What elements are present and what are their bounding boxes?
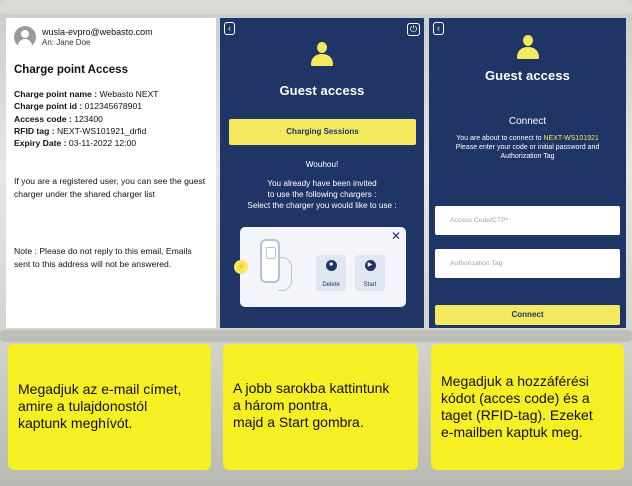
email-panel	[6, 18, 216, 328]
caption-line: A jobb sarokba kattintunk	[233, 380, 390, 396]
user-icon	[311, 42, 333, 66]
connect-button[interactable]: Connect	[435, 305, 620, 325]
detail-expiry-date: Expiry Date : 03-11-2022 12:00	[14, 138, 137, 149]
caption-start-step	[223, 344, 418, 470]
start-label: Start	[363, 282, 377, 288]
email-subject: Charge point Access	[14, 64, 128, 76]
detail-charge-point-id: Charge point id : 012345678901	[14, 101, 143, 112]
caption-line: Megadjuk a hozzáférési	[441, 373, 589, 389]
page-title: Guest access	[279, 83, 365, 98]
email-sender: wusla-evpro@webasto.com	[42, 26, 153, 37]
background-shape	[0, 330, 632, 342]
user-icon	[517, 35, 539, 59]
authorization-tag-input[interactable]: Authorization Tag	[435, 249, 620, 278]
detail-rfid-tag: RFID tag : NEXT-WS101921_drfid	[14, 125, 147, 136]
charger-card[interactable]	[236, 227, 406, 307]
charger-cable	[278, 257, 292, 291]
connect-line-3: Authorization Tag	[500, 153, 555, 160]
access-code-input[interactable]: Access Code/CTP*	[435, 206, 620, 235]
app-screen-connect	[429, 18, 626, 328]
wouhou-text: Wouhou!	[305, 160, 339, 169]
detail-access-code: Access code : 123400	[14, 113, 103, 124]
invited-text-line-1: You already have been invited	[267, 179, 377, 188]
caption-line: taget (RFID-tag). Ezeket	[441, 407, 593, 423]
detail-charge-point-name: Charge point name : Webasto NEXT	[14, 89, 159, 99]
charger-icon	[260, 239, 280, 283]
app-screen-charger-list	[220, 18, 424, 328]
delete-button[interactable]	[316, 255, 346, 291]
play-icon: ▶	[365, 260, 376, 271]
email-note-paragraph: Note : Please do not reply to this email, Emails sent to this address will not be answered.	[14, 246, 192, 270]
caption-email-step	[8, 344, 211, 470]
delete-label: Delete	[322, 282, 340, 288]
back-button[interactable]: ‹	[224, 22, 235, 35]
page-title: Guest access	[484, 68, 571, 83]
connect-heading: Connect	[508, 116, 547, 127]
charging-sessions-button[interactable]: Charging Sessions	[229, 119, 416, 145]
power-icon[interactable]: ⏻	[407, 23, 420, 36]
connect-line-1: You are about to connect to NEXT-WS101921	[456, 135, 599, 142]
email-recipient: An: Jane Doe	[42, 37, 91, 47]
invited-text-line-2: to use the following chargers :	[267, 190, 377, 199]
avatar-icon	[14, 26, 36, 48]
caption-line: majd a Start gombra.	[233, 414, 364, 430]
caption-line: kódot (acces code) és a	[441, 390, 590, 406]
caption-line: e-mailben kaptuk meg.	[441, 424, 583, 440]
connect-line-2: Please enter your code or initial password and	[455, 144, 600, 151]
invited-text-line-3: Select the charger you would like to use :	[247, 201, 397, 210]
caption-connect-step	[431, 344, 624, 470]
back-button[interactable]: ‹	[433, 22, 444, 35]
delete-icon: ■	[326, 260, 337, 271]
start-button[interactable]	[355, 255, 385, 291]
charger-id-highlight: NEXT-WS101921	[543, 135, 599, 142]
close-icon[interactable]: ✕	[390, 229, 401, 243]
caption-line: Megadjuk az e-mail címet,	[18, 381, 182, 397]
lightning-bolt-icon: ⚡	[234, 260, 248, 274]
background-shape	[0, 0, 632, 14]
caption-line: a három pontra,	[233, 397, 332, 413]
email-header	[14, 24, 208, 50]
caption-line: kaptunk meghívót.	[18, 415, 133, 431]
caption-line: amire a tulajdonostól	[18, 398, 148, 414]
email-registered-paragraph: If you are a registered user, you can see the guest charger under the shared charger list	[14, 176, 206, 200]
